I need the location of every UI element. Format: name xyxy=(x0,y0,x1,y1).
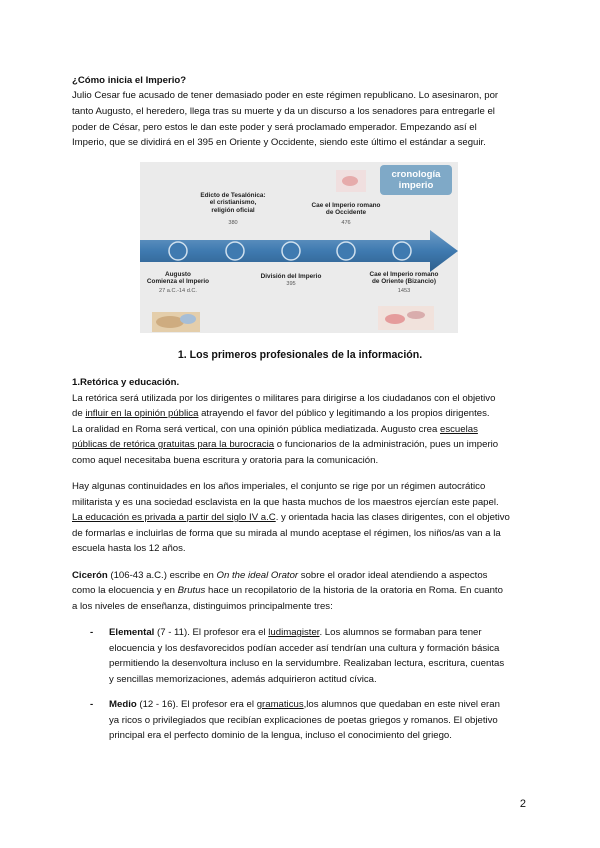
bullet-1-line-3: permitiendo la desenvoltura incluso en la servidumbre. Realizaban lectura, escritura, cuentas xyxy=(109,658,505,669)
p3-line-5: escuela hasta los 12 años. xyxy=(72,543,186,554)
event-year: 380 xyxy=(228,220,238,226)
p2-text: de xyxy=(72,408,86,419)
p4-text: (106-43 a.C.) escribe en xyxy=(107,570,217,581)
question-heading: ¿Cómo inicia el Imperio? xyxy=(72,75,187,86)
timeline-badge xyxy=(380,165,452,195)
p2-line-3 xyxy=(72,422,532,438)
p4-line-2 xyxy=(72,583,532,599)
underlined-term: escuelas xyxy=(440,424,478,435)
event-year: 27 a.C.-14 d.C. xyxy=(159,288,197,294)
event-label: Cae el Imperio romano de Oriente (Bizancio) xyxy=(369,271,439,286)
intro-line-3: poder de César, pero estos le dan este poder y será proclamado emperador. Empezando así el xyxy=(72,122,477,133)
event-year: 476 xyxy=(341,220,351,226)
subsection-title: 1.Retórica y educación. xyxy=(72,377,180,388)
event-label: Cae el Imperio romano de Occidente xyxy=(311,202,381,217)
bullet-2-line-2: ya ricos o privilegiados que recibían explicaciones de poetas griegos y romanos. El objetivo xyxy=(109,715,498,726)
p2-text: o funcionarios de la administración, pues un imperio xyxy=(274,439,499,450)
intro-line-1: Julio Cesar fue acusado de tener demasiado poder en este régimen republicano. Lo asesinaron, por xyxy=(72,90,499,101)
timeline-dot xyxy=(169,242,187,260)
page-number: 2 xyxy=(519,798,526,810)
map-illustration-2 xyxy=(378,306,434,330)
timeline-dot xyxy=(282,242,300,260)
bullet-dash: - xyxy=(90,627,94,638)
underlined-term: ludimagister xyxy=(268,627,320,638)
bullet-text: . Los alumnos se formaban para tener xyxy=(319,627,482,638)
level-name: Elemental xyxy=(109,627,155,638)
bullet-text: (12 - 16). El profesor era el xyxy=(136,699,257,710)
book-title: Brutus xyxy=(177,585,206,596)
timeline-dot xyxy=(393,242,411,260)
p4-text: hace un recopilatorio de la historia de la oratoria en Roma. En cuanto xyxy=(205,585,503,596)
event-label: Edicto de Tesalónica: el cristianismo, religión oficial xyxy=(200,192,266,214)
event-year: 1453 xyxy=(397,288,411,294)
underlined-term: La educación es privada a partir del siglo IV a.C xyxy=(72,512,276,523)
badge-line-2: imperio xyxy=(398,180,434,191)
p2-line-5: como aquel necesitaba buena escritura y oratoria para la comunicación. xyxy=(72,455,379,466)
bullet-dash: - xyxy=(90,699,94,710)
p3-line-2: militarista y es una sociedad esclavista en la que hasta muchos de los maestros ejercían este papel. xyxy=(72,497,499,508)
event-label: Augusto Comienza el Imperio xyxy=(146,271,210,286)
section-title: 1. Los primeros profesionales de la información. xyxy=(177,349,423,361)
bullet-1-line-1 xyxy=(109,625,533,641)
p4-line-3: a los niveles de enseñanza, distinguimos principalmente tres: xyxy=(72,601,333,612)
map-illustration-3 xyxy=(336,170,366,192)
bullet-text: (7 - 11). El profesor era el xyxy=(154,627,269,638)
intro-line-2: tanto Augusto, el heredero, llega tras su muerte y da un discurso a los senadores para entregarle el xyxy=(72,106,495,117)
event-label: División del Imperio xyxy=(260,273,322,280)
p3-line-3 xyxy=(72,510,532,526)
map-illustration-1 xyxy=(152,312,200,332)
level-name: Medio xyxy=(109,699,137,710)
p3-line-1: Hay algunas continuidades en los años imperiales, el conjunto se rige por un régimen autocrático xyxy=(72,481,486,492)
p4-text: como la elocuencia y en xyxy=(72,585,178,596)
timeline-dot xyxy=(337,242,355,260)
p2-line-4 xyxy=(72,437,532,453)
event-year: 395 xyxy=(286,281,296,287)
underlined-term: públicas de retórica gratuitas para la burocracia xyxy=(72,439,275,450)
timeline-infographic xyxy=(140,162,458,333)
p2-line-1: La retórica será utilizada por los dirigentes o militares para dirigirse a los ciudadanos con el objetivo xyxy=(72,393,496,404)
bullet-1-line-2: elocuencia y los desfavorecidos podían acceder así tendrían una cultura y formación básica xyxy=(109,643,500,654)
p4-line-1 xyxy=(72,568,532,584)
underlined-term: influir en la opinión pública xyxy=(85,408,199,419)
p4-text: sobre el orador ideal atendiendo a aspectos xyxy=(298,570,488,581)
badge-line-1: cronología xyxy=(391,169,441,180)
intro-line-4: Imperio, que se dividirá en el 395 en Oriente y Occidente, siendo este último el estándar a seguir. xyxy=(72,137,486,148)
p3-text: . y orientada hacia las clases dirigentes, con el objetivo xyxy=(275,512,510,523)
bullet-text: ,los alumnos que quedaban en este nivel eran xyxy=(303,699,500,710)
ciceron-name: Cicerón xyxy=(72,570,108,581)
p2-text: La oralidad en Roma será vertical, con una opinión pública mediatizada. Augusto crea xyxy=(72,424,440,435)
timeline-dot xyxy=(226,242,244,260)
bullet-2-line-1 xyxy=(109,697,533,713)
book-title: On the ideal Orator xyxy=(216,570,299,581)
bullet-1-line-4: y sencillas memorizaciones, además adquirieron actitud cívica. xyxy=(109,674,377,685)
underlined-term: gramaticus xyxy=(256,699,304,710)
bullet-2-line-3: principal era el perfecto dominio de la lengua, incluso el conocimiento del griego. xyxy=(109,730,452,741)
p3-line-4: de formarlas e incluirlas de forma que su mirada al mundo aceptase el régimen, los niños/as van a la xyxy=(72,528,501,539)
p2-line-2 xyxy=(72,406,532,422)
p2-text: atrayendo el favor del público y legitimando a los propios dirigentes. xyxy=(198,408,490,419)
